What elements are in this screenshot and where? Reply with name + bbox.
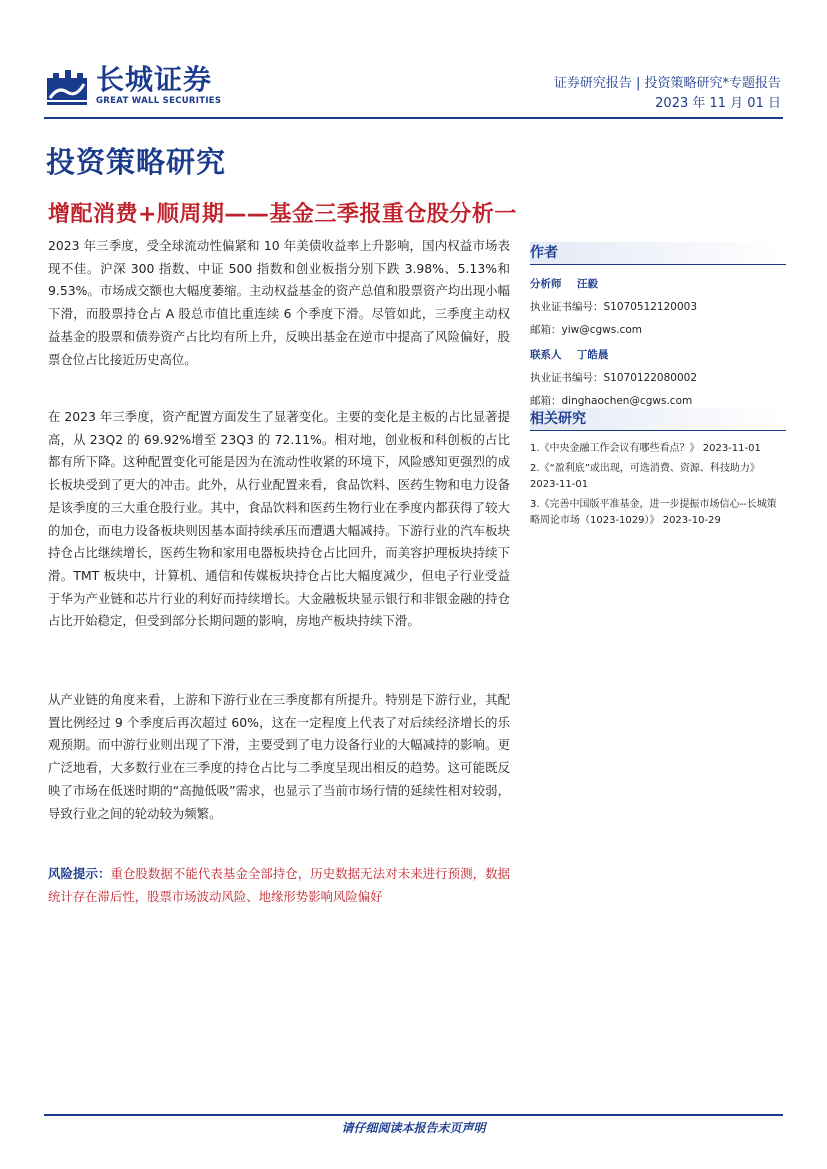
related-item-date: 2023-11-01 bbox=[530, 479, 589, 490]
body-paragraph-3-wrap bbox=[48, 689, 510, 825]
analyst-email-row bbox=[530, 323, 786, 338]
body-paragraph-2-wrap bbox=[48, 406, 510, 633]
analyst-role: 分析师 bbox=[530, 278, 562, 290]
contact-row bbox=[530, 348, 786, 363]
contact-email[interactable]: dinghaochen@cgws.com bbox=[561, 395, 693, 407]
related-heading: 相关研究 bbox=[530, 408, 786, 431]
contact-role: 联系人 bbox=[530, 349, 562, 361]
body-paragraph-3: 从产业链的角度来看，上游和下游行业在三季度都有所提升。特别是下游行业，其配置比例经过 9 个季度后再次超过 60%，这在一定程度上代表了对后续经济增长的乐观预期。而中游行业则出现了下滑，主要受到了电力设备行业的大幅减持的影响。更广泛地看，大多数行业在三季度的持仓占比与二季度呈现出相反的趋势。这可能既反映了市场在低迷时期的“高抛低吸”需求，也显示了当前市场行情的延续性相对较弱，导致行业之间的轮动较为频繁。 bbox=[48, 692, 510, 821]
authors-panel bbox=[530, 242, 786, 409]
section-title: 投资策略研究 bbox=[46, 145, 227, 179]
contact-email-label: 邮箱： bbox=[530, 395, 562, 407]
risk-warning bbox=[48, 862, 510, 908]
contact-cert-label: 执业证书编号： bbox=[530, 372, 604, 384]
analyst-email[interactable]: yiw@cgws.com bbox=[561, 324, 642, 336]
logo-en: GREAT WALL SECURITIES bbox=[96, 96, 222, 106]
analyst-email-label: 邮箱： bbox=[530, 324, 562, 336]
header-divider bbox=[44, 117, 783, 119]
related-item-2[interactable] bbox=[530, 461, 786, 493]
related-item-date: 2023-11-01 bbox=[702, 443, 761, 454]
authors-heading: 作者 bbox=[530, 242, 786, 265]
company-logo bbox=[44, 64, 244, 108]
risk-text: 重仓股数据不能代表基金全部持仓，历史数据无法对未来进行预测，数据统计存在滞后性，股票市场波动风险、地缘形势影响风险偏好 bbox=[48, 866, 511, 904]
body-paragraph-1-wrap bbox=[48, 235, 510, 371]
related-item-date: 2023-10-29 bbox=[662, 515, 721, 526]
contact-name: 丁皓晨 bbox=[576, 349, 609, 361]
body-paragraph-2: 在 2023 年三季度，资产配置方面发生了显著变化。主要的变化是主板的占比显著提高，从 23Q2 的 69.92%增至 23Q3 的 72.11%。相对地，创业板和科创板的占比都有所下降。这种配置变化可能是因为在流动性收紧的环境下，风险感知更强烈的成长板块受到了更大的冲击。此外，从行业配置来看，食品饮料、医药生物和电力设备是该季度的三大重仓股行业。其中，食品饮料和医药生物行业在季度内都获得了较大的加仓，而电力设备板块则因基本面持续承压而遭遇大幅减持。下游行业的汽车板块持仓占比继续增长，医药生物和家用电器板块持仓占比回升，而美容护理板块持续下滑。TMT 板块中，计算机、通信和传媒板块持仓占比大幅度减少，但电子行业受益于华为产业链和芯片行业的利好而持续增长。大金融板块显示银行和非银金融的持仓占比开始稳定，但受到部分长期问题的影响，房地产板块持续下滑。 bbox=[48, 409, 510, 629]
related-item-title: 2.《“盈利底”或出现，可选消费、资源、科技助力》 bbox=[530, 463, 760, 474]
analyst-cert: S1070512120003 bbox=[603, 301, 698, 313]
logo-cn: 长城证券 bbox=[96, 63, 213, 96]
analyst-cert-row bbox=[530, 300, 786, 315]
analyst-name: 汪毅 bbox=[576, 278, 598, 290]
report-date: 2023 年 11 月 01 日 bbox=[655, 96, 781, 111]
header-meta bbox=[554, 74, 781, 114]
footer-divider bbox=[44, 1114, 783, 1116]
body-paragraph-1: 2023 年三季度，受全球流动性偏紧和 10 年美债收益率上升影响，国内权益市场表现不佳。沪深 300 指数、中证 500 指数和创业板指分别下跌 3.98%、5.13%和 9.53%。市场成交额也大幅度萎缩。主动权益基金的资产总值和股票资产均出现小幅下滑，而股票持仓占 A 股总市值比重连续 6 个季度下滑。尽管如此，三季度主动权益基金的股票和债券资产占比均有所上升，反映出基金在逆市中提高了风险偏好，股票仓位占比接近历史高位。 bbox=[48, 238, 510, 367]
contact-cert-row bbox=[530, 371, 786, 386]
contact-email-row bbox=[530, 394, 786, 409]
related-item-1[interactable] bbox=[530, 441, 786, 457]
great-wall-logo-icon bbox=[44, 64, 90, 106]
analyst-row bbox=[530, 277, 786, 292]
report-category: 证券研究报告 | 投资策略研究*专题报告 bbox=[553, 76, 781, 91]
contact-cert: S1070122080002 bbox=[603, 372, 698, 384]
footer-disclaimer: 请仔细阅读本报告末页声明 bbox=[341, 1121, 486, 1135]
related-item-title: 1.《中央金融工作会议有哪些看点？》 bbox=[530, 443, 700, 454]
related-item-title: 3.《完善中国版平准基金，进一步提振市场信心--长城策略周论市场（1023-1029）》 bbox=[530, 499, 777, 526]
related-item-3[interactable] bbox=[530, 497, 786, 529]
document-title: 增配消费+顺周期——基金三季报重仓股分析一 bbox=[48, 202, 517, 227]
related-research-panel bbox=[530, 408, 786, 529]
analyst-cert-label: 执业证书编号： bbox=[530, 301, 604, 313]
risk-label: 风险提示： bbox=[48, 866, 111, 881]
